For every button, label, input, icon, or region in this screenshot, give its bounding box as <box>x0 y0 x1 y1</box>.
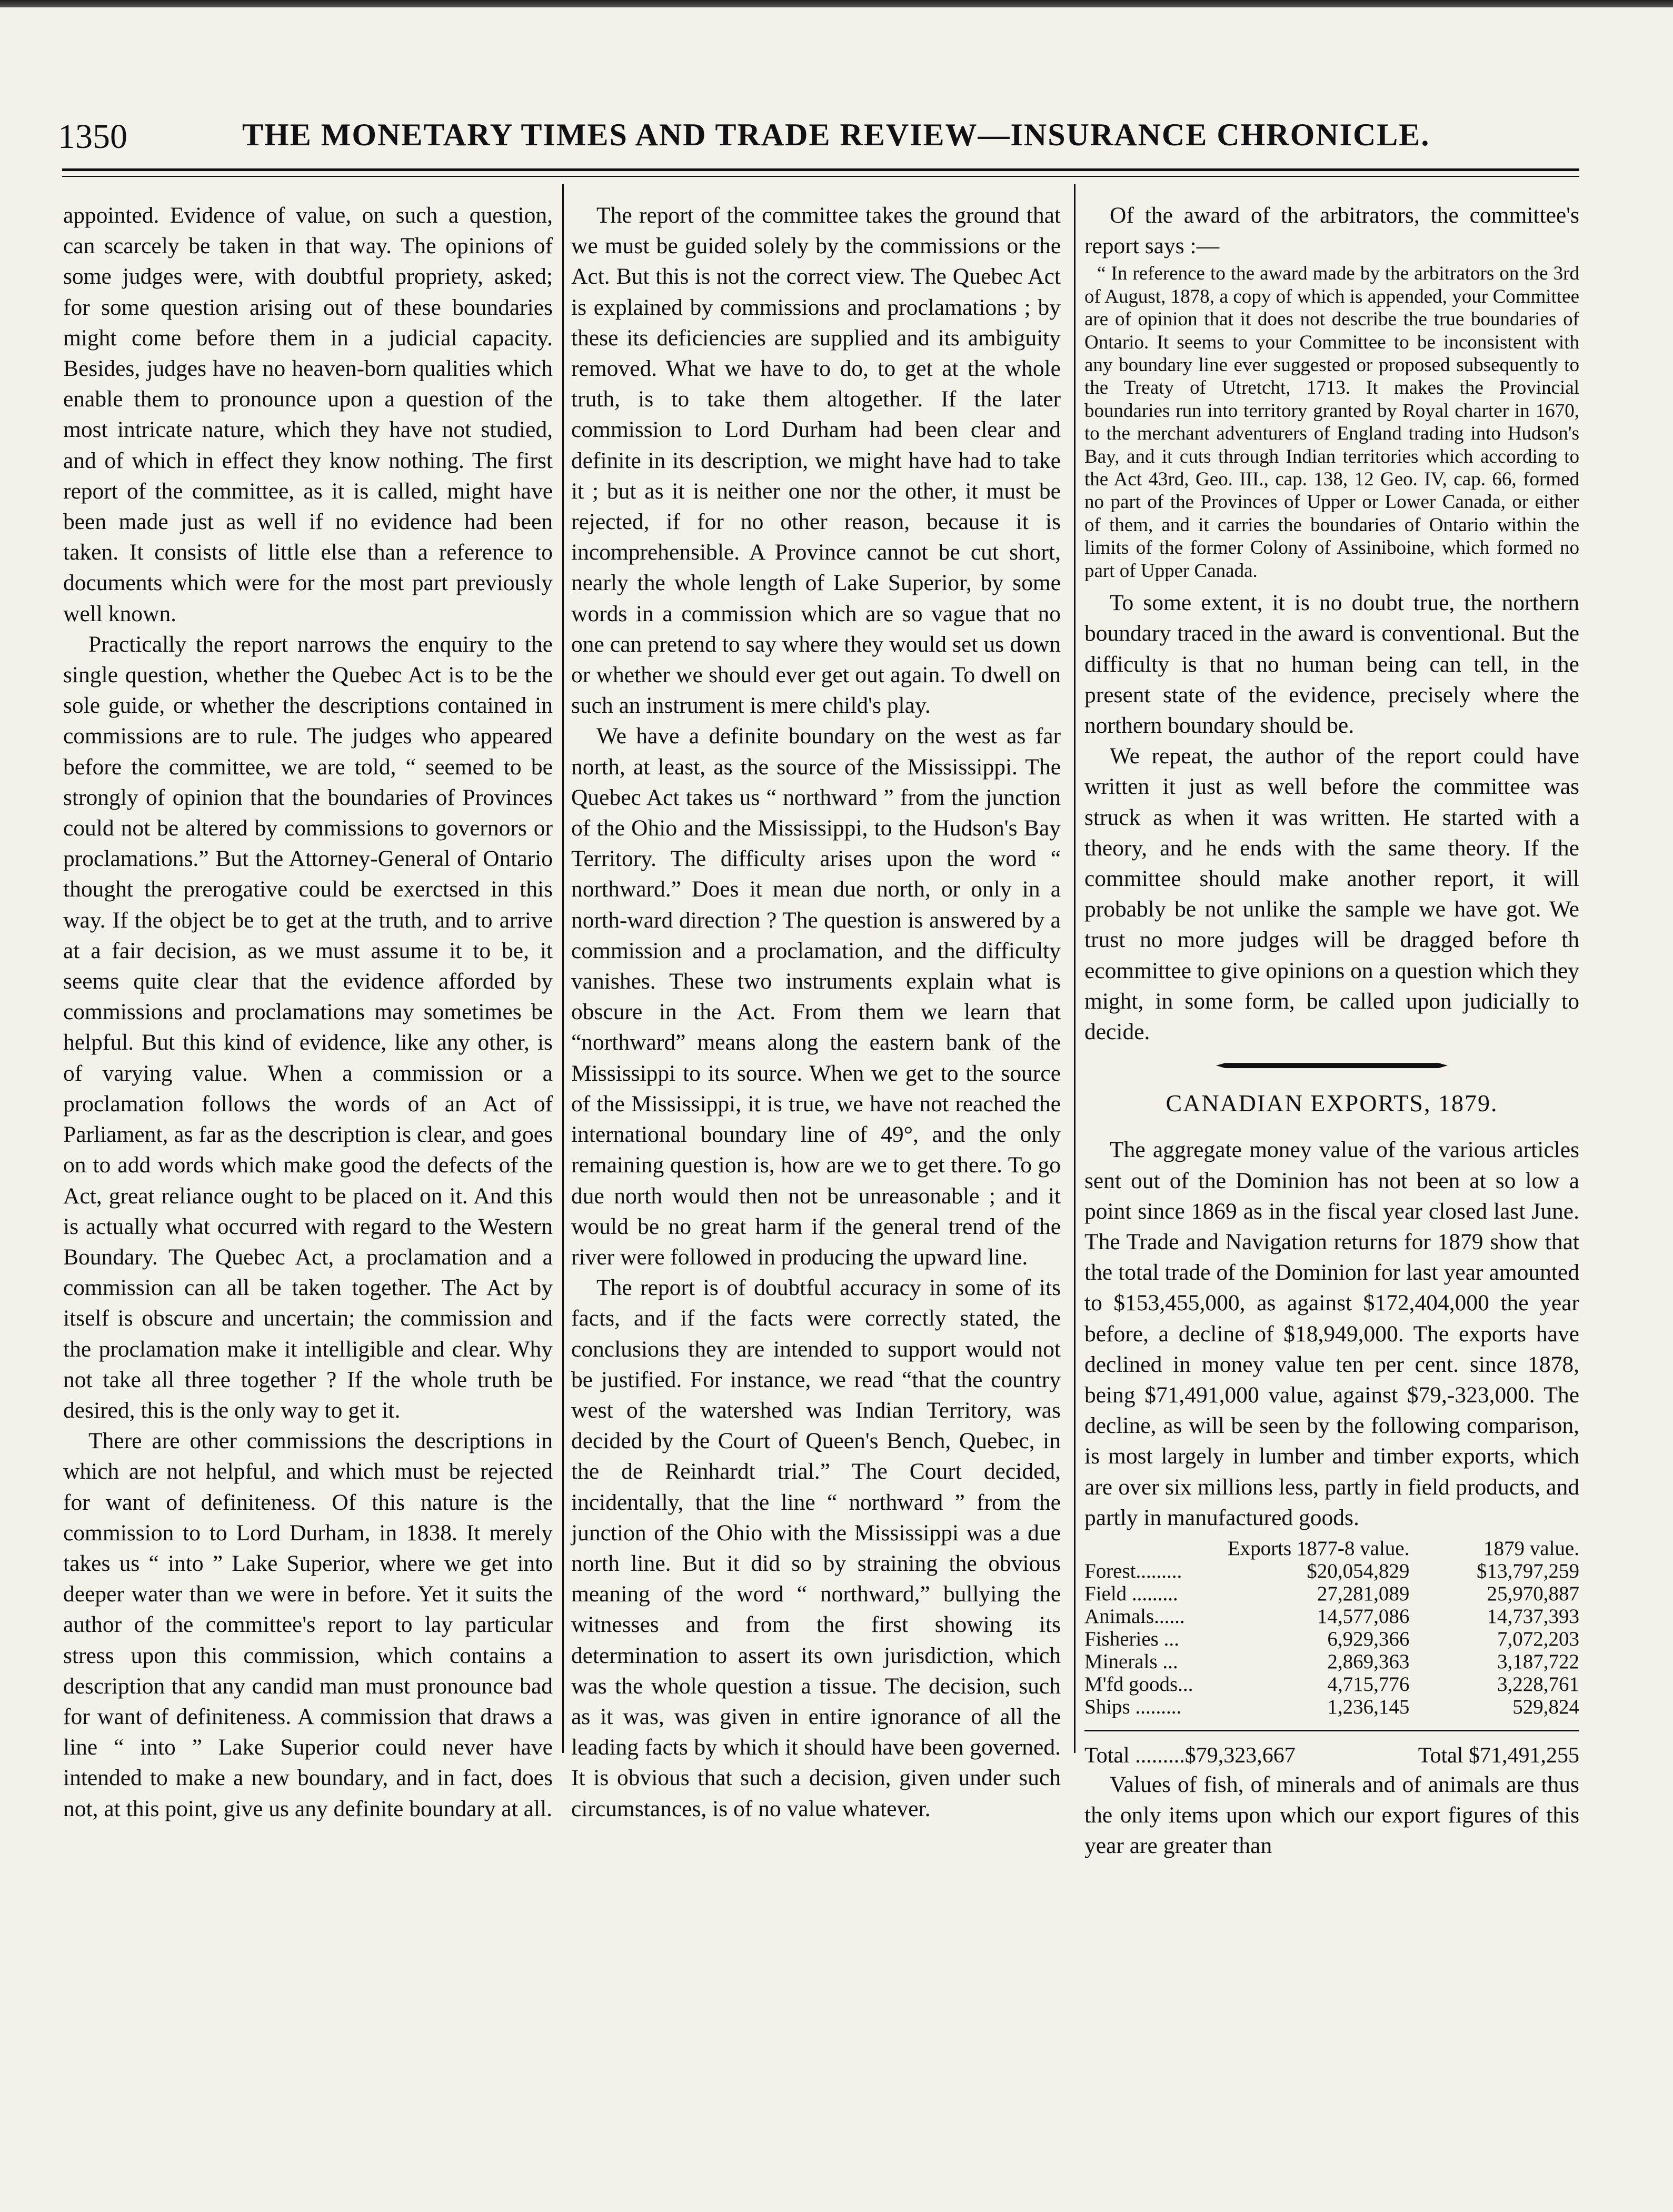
column-header: Exports 1877-8 value. <box>1227 1537 1410 1560</box>
row-label: Fisheries ... <box>1084 1627 1179 1650</box>
section-title: CANADIAN EXPORTS, 1879. <box>1166 1090 1498 1117</box>
value-1879: 3,228,761 <box>1497 1672 1579 1696</box>
paragraph: To some extent, it is no doubt true, the northern boundary traced in the award is conventional. But the difficulty is that no human being can tell, in the present state of the evidence, precisely where the northern boundary should be. <box>1084 590 1579 738</box>
row-label: Ships ......... <box>1084 1695 1182 1718</box>
total-1877-8: Total .........$79,323,667 <box>1084 1743 1296 1768</box>
column-rule-left <box>562 184 564 1753</box>
column-1 <box>63 200 553 1824</box>
table-row <box>1084 1628 1579 1650</box>
table-row <box>1084 1696 1579 1718</box>
value-1879: 14,737,393 <box>1487 1605 1579 1628</box>
row-label: M'fd goods... <box>1084 1672 1193 1696</box>
value-1877-8: 27,281,089 <box>1317 1582 1410 1605</box>
paragraph: We repeat, the author of the report could have written it just as well before the committee was struck as when it was written. He started with a theory, and he ends with the same theory. If the committee should make another report, it will probably be not unlike the sample we have got. We trust no more judges will be dragged before th ecommittee to give opinions on a question which they might, in some form, be called upon judicially to decide. <box>1084 743 1579 1044</box>
paragraph: The report of the committee takes the ground that we must be guided solely by the commissions or the Act. But this is not the correct view. The Quebec Act is explained by commissions and proclamations ; by these its deficiencies are supplied and its ambiguity removed. What we have to do, to get at the whole truth, is to take them altogether. If the later commission to Lord Durham had been clear and definite in its description, we might have had to take it ; but as it is neither one nor the other, it must be rejected, if for no other reason, because it is incomprehensible. A Province cannot be cut short, nearly the whole length of Lake Superior, by some words in a commission which are so vague that no one can pretend to say where they would set us down or whether we should ever get out again. To dwell on such an instrument is mere child's play. <box>571 203 1061 719</box>
column-2 <box>571 200 1061 1824</box>
value-1879: 529,824 <box>1512 1695 1579 1718</box>
exports-table <box>1084 1537 1579 1718</box>
header-rule-thin <box>62 176 1579 177</box>
row-label: Field ......... <box>1084 1582 1178 1605</box>
value-1877-8: $20,054,829 <box>1307 1559 1410 1582</box>
top-edge-rule <box>0 0 1673 7</box>
value-1877-8: 6,929,366 <box>1327 1627 1410 1650</box>
paragraph: There are other commissions the descriptions in which are not helpful, and which must be rejected for want of definiteness. Of this nature is the commission to to Lord Durham, in 1838. It merely takes us “ into ” Lake Superior, where we get into deeper water than we were in before. Yet it suits the author of the committee's report to lay particular stress upon this commission, which contains a description that any candid man must pronounce bad for want of definiteness. A commission that draws a line “ into ” Lake Superior could never have intended to make a new boundary, and in fact, does not, at this point, give us any definite boundary at all. <box>63 1428 553 1821</box>
page-number: 1350 <box>58 117 127 156</box>
paragraph: The aggregate money value of the various articles sent out of the Dominion has not been at so low a point since 1869 as in the fiscal year closed last June. The Trade and Navigation returns for 1879 show that the total trade of the Dominion for last year amounted to $153,455,000, as against $172,404,000 the year before, a decline of $18,949,000. The exports have declined in money value ten per cent. since 1878, being $71,491,000 value, against $79,-323,000. The decline, as will be seen by the following comparison, is most largely in lumber and timber exports, which are over six millions less, partly in field products, and partly in manufactured goods. <box>1084 1137 1579 1530</box>
total-1879: Total $71,491,255 <box>1418 1743 1579 1768</box>
row-label: Minerals ... <box>1084 1650 1178 1673</box>
column-3 <box>1084 200 1579 1861</box>
value-1879: 7,072,203 <box>1497 1627 1579 1650</box>
value-1879: 3,187,722 <box>1497 1650 1579 1673</box>
table-row <box>1084 1560 1579 1582</box>
row-label: Forest......... <box>1084 1559 1182 1582</box>
totals-rule <box>1084 1730 1579 1731</box>
table-row <box>1084 1673 1579 1696</box>
column-rule-right <box>1074 184 1076 1753</box>
value-1877-8: 14,577,086 <box>1317 1605 1410 1628</box>
totals-row <box>1084 1742 1579 1769</box>
value-1877-8: 2,869,363 <box>1327 1650 1410 1673</box>
column-header: 1879 value. <box>1483 1537 1579 1560</box>
masthead-title: THE MONETARY TIMES AND TRADE REVIEW—INSURANCE CHRONICLE. <box>242 117 1430 152</box>
page-header <box>58 117 1585 159</box>
paragraph: Of the award of the arbitrators, the committee's report says :— <box>1084 203 1579 259</box>
header-rule-thick <box>62 168 1579 171</box>
paragraph: Values of fish, of minerals and of animals are thus the only items upon which our export figures of this year are greater than <box>1084 1771 1579 1859</box>
table-header-row <box>1084 1537 1579 1560</box>
quote-text: “ In reference to the award made by the arbitrators on the 3rd of August, 1878, a copy of which is appended, your Committee are of opinion that it does not describe the true boundaries of Ontario. It seems to your Committee to be inconsistent with any boundary line ever suggested or proposed subsequently to the Treaty of Utretcht, 1713. It makes the Provincial boundaries run into territory granted by Royal charter in 1670, to the merchant adventurers of England trading into Hudson's Bay, and it cuts through Indian territories which according to the Act 43rd, Geo. III., cap. 138, 12 Geo. IV, cap. 66, formed no part of the Provinces of Upper or Lower Canada, or either of them, and it carries the boundaries of Ontario within the limits of the former Colony of Assiniboine, which formed no part of Upper Canada. <box>1084 263 1579 582</box>
row-label: Animals...... <box>1084 1605 1185 1628</box>
table-row <box>1084 1605 1579 1628</box>
paragraph: The report is of doubtful accuracy in some of its facts, and if the facts were correctly stated, the conclusions they are intended to support would not be justified. For instance, we read “that the country west of the watershed was Indian Territory, was decided by the Court of Queen's Bench, Quebec, in the de Reinhardt trial.” The Court decided, incidentally, that the line “ northward ” from the junction of the Ohio with the Mississippi was a due north line. But it did so by straining the obvious meaning of the word “ northward,” bullying the witnesses and from the first showing its determination to assert its own jurisdiction, which was the whole question a tissue. The decision, such as it was, was given in entire ignorance of all the leading facts by which it should have been governed. It is obvious that such a decision, given under such circumstances, is of no value whatever. <box>571 1275 1061 1821</box>
value-1877-8: 1,236,145 <box>1327 1695 1410 1718</box>
block-quote <box>1084 262 1579 582</box>
paragraph: We have a definite boundary on the west as far north, at least, as the source of the Mississippi. The Quebec Act takes us “ northward ” from the junction of the Ohio and the Mississippi, to the Hudson's Bay Territory. The difficulty arises upon the word “ northward.” Does it mean due north, or only in a north-ward direction ? The question is answered by a commission and a proclamation, and the difficulty vanishes. These two instruments explain what is obscure in the Act. From them we learn that “northward” means along the eastern bank of the Mississippi to its source. When we get to the source of the Mississippi, it is true, we have not reached the international boundary line of 49°, and the only remaining question is, how are we to get there. To go due north would then not be unreasonable ; and it would be no great harm if the general trend of the river were followed in producing the upward line. <box>571 723 1061 1270</box>
value-1877-8: 4,715,776 <box>1327 1672 1410 1696</box>
value-1879: $13,797,259 <box>1477 1559 1579 1582</box>
paragraph: appointed. Evidence of value, on such a question, can scarcely be taken in that way. The opinions of some judges were, with doubtful propriety, asked; for some question arising out of these boundaries might come before them in a judicial capacity. Besides, judges have no heaven-born qualities which enable them to pronounce upon a question of the most intricate nature, which they have not studied, and of which in effect they know nothing. The first report of the committee, as it is called, might have been made just as well if no evidence had been taken. It consists of little else than a reference to documents which were for the most part previously well known. <box>63 203 553 626</box>
paragraph: Practically the report narrows the enquiry to the single question, whether the Quebec Act is to be the sole guide, or whether the descriptions contained in commissions are to rule. The judges who appeared before the committee, we are told, “ seemed to be strongly of opinion that the boundaries of Provinces could not be altered by commissions to governors or proclamations.” But the Attorney-General of Ontario thought the prerogative could be exerctsed in this way. If the object be to get at the truth, and to arrive at a fair decision, as we must assume it to be, it seems quite clear that the evidence afforded by commissions and proclamations may sometimes be helpful. But this kind of evidence, like any other, is of varying value. When a commission or a proclamation follows the words of an Act of Parliament, as far as the description is clear, and goes on to add words which make good the defects of the Act, great reliance ought to be placed on it. And this is actually what occurred with regard to the Western Boundary. The Quebec Act, a proclamation and a commission can all be taken together. The Act by itself is obscure and uncertain; the commission and the proclamation make it intelligible and clear. Why not take all three together ? If the whole truth be desired, this is the only way to get it. <box>63 631 553 1423</box>
value-1879: 25,970,887 <box>1487 1582 1579 1605</box>
table-row <box>1084 1650 1579 1673</box>
section-divider <box>1216 1061 1448 1070</box>
table-row <box>1084 1582 1579 1605</box>
